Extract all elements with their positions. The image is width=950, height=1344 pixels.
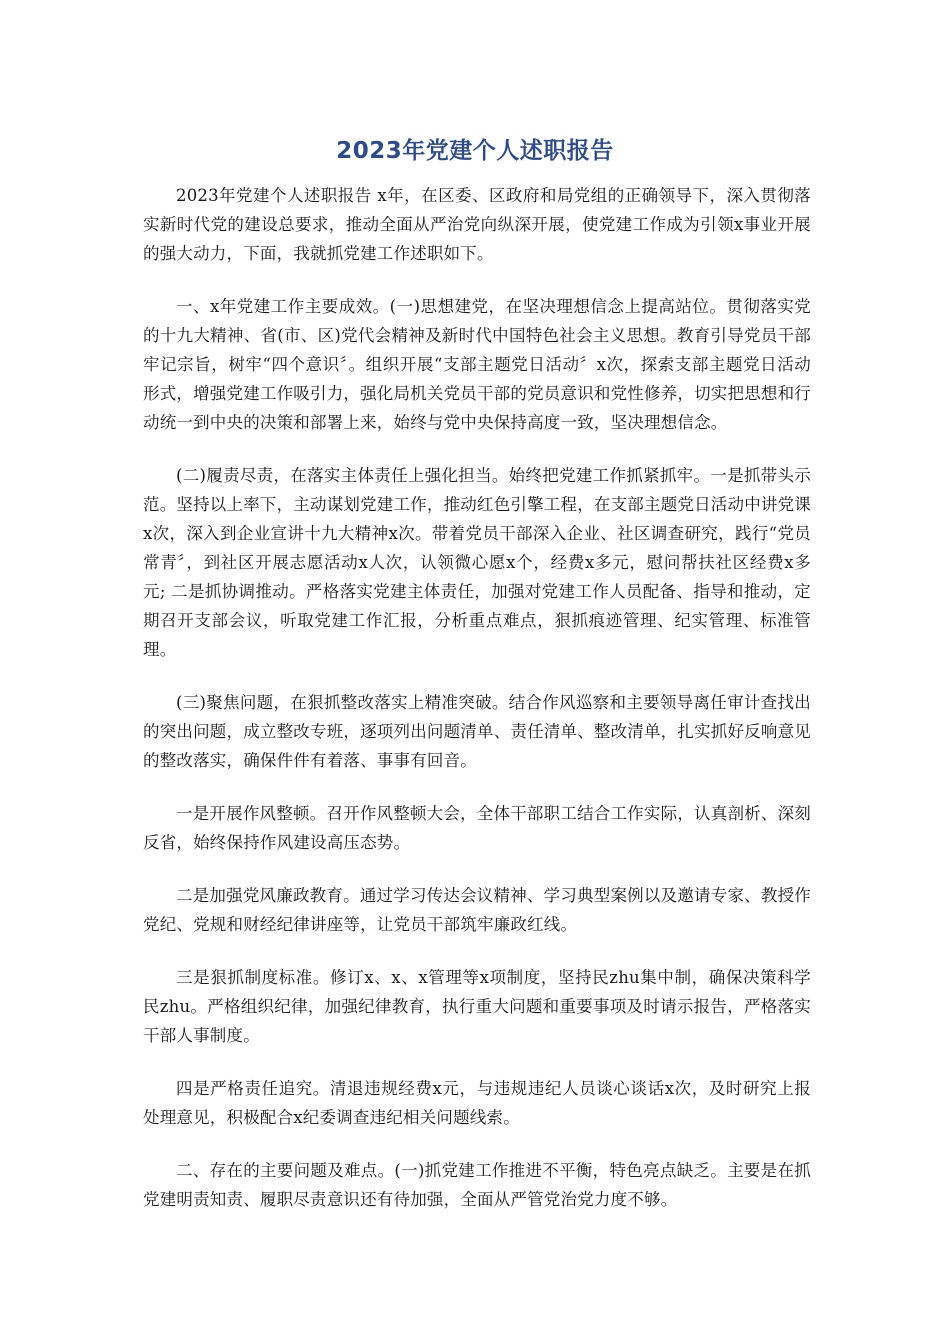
paragraph-integrity-education: 二是加强党风廉政教育。通过学习传达会议精神、学习典型案例以及邀请专家、教授作党纪、党规和财经纪律讲座等，让党员干部筑牢廉政红线。 [143, 886, 811, 934]
document-body [143, 181, 811, 1238]
document-title: 2023年党建个人述职报告 [336, 138, 614, 164]
paragraph-style-rectification: 一是开展作风整顿。召开作风整顿大会，全体干部职工结合工作实际，认真剖析、深刻反省，始终保持作风建设高压态势。 [143, 804, 811, 852]
paragraph-achievements-2: (二)履责尽责，在落实主体责任上强化担当。始终把党建工作抓紧抓牢。一是抓带头示范。坚持以上率下，主动谋划党建工作，推动红色引擎工程，在支部主题党日活动中讲党课x次，深入到企业宣讲十九大精神x次。带着党员干部深入企业、社区调查研究，践行“党员常青〞，到社区开展志愿活动x人次，认领微心愿x个，经费x多元，慰问帮扶社区经费x多元; 二是抓协调推动。严格落实党建主体责任，加强对党建工作人员配备、指导和推动，定期召开支部会议，听取党建工作汇报，分析重点难点，狠抓痕迹管理、纪实管理、标准管理。 [143, 466, 811, 659]
paragraph-problems: 二、存在的主要问题及难点。(一)抓党建工作推进不平衡，特色亮点缺乏。主要是在抓党建明责知责、履职尽责意识还有待加强，全面从严管党治党力度不够。 [143, 1161, 811, 1209]
paragraph-accountability: 四是严格责任追究。清退违规经费x元，与违规违纪人员谈心谈话x次，及时研究上报处理意见，积极配合x纪委调查违纪相关问题线索。 [143, 1079, 811, 1127]
paragraph-achievements-1: 一、x年党建工作主要成效。(一)思想建党，在坚决理想信念上提高站位。贯彻落实党的十九大精神、省(市、区)党代会精神及新时代中国特色社会主义思想。教育引导党员干部牢记宗旨，树牢“四个意识〞。组织开展“支部主题党日活动〞x次，探索支部主题党日活动形式，增强党建工作吸引力，强化局机关党员干部的党员意识和党性修养，切实把思想和行动统一到中央的决策和部署上来，始终与党中央保持高度一致，坚决理想信念。 [143, 297, 811, 432]
paragraph-system-standards: 三是狠抓制度标准。修订x、x、x管理等x项制度，坚持民zhu集中制，确保决策科学民zhu。严格组织纪律，加强纪律教育，执行重大问题和重要事项及时请示报告，严格落实干部人事制度。 [143, 968, 811, 1045]
paragraph-intro: 2023年党建个人述职报告 x年，在区委、区政府和局党组的正确领导下，深入贯彻落实新时代党的建设总要求，推动全面从严治党向纵深开展，使党建工作成为引领x事业开展的强大动力，下面，我就抓党建工作述职如下。 [143, 186, 811, 263]
paragraph-achievements-3: (三)聚焦问题，在狠抓整改落实上精准突破。结合作风巡察和主要领导离任审计查找出的突出问题，成立整改专班，逐项列出问题清单、责任清单、整改清单，扎实抓好反响意见的整改落实，确保件件有着落、事事有回音。 [143, 693, 811, 770]
